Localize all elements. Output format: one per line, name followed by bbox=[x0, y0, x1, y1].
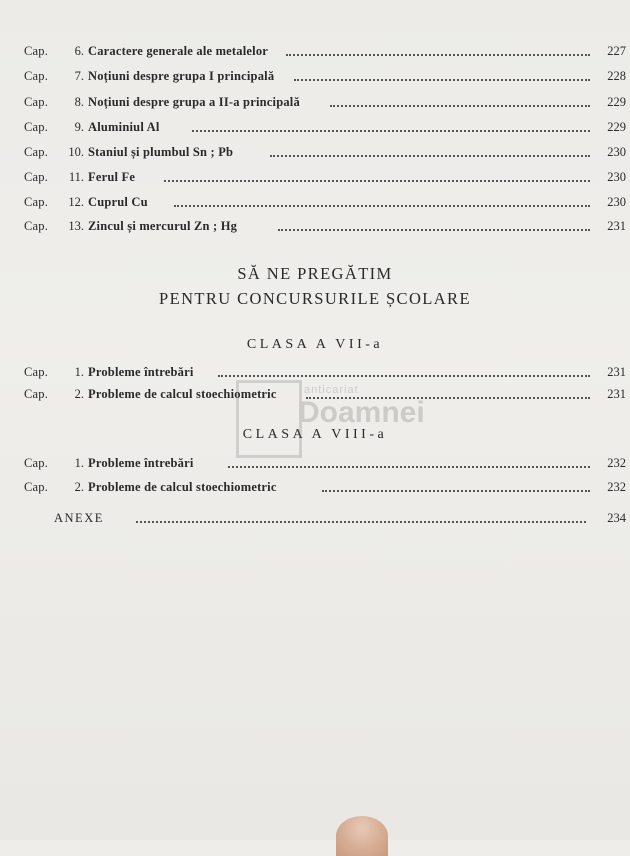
chapter-title: Zincul și mercurul Zn ; Hg bbox=[88, 219, 238, 233]
dot-leader bbox=[228, 466, 590, 468]
cap-label: Cap. bbox=[24, 120, 49, 134]
chapter-number: 13. bbox=[68, 219, 84, 233]
class-7-heading: CLASA A VII-a bbox=[246, 337, 384, 352]
watermark-small-text: anticariat bbox=[304, 384, 359, 396]
chapter-title: Probleme întrebări bbox=[88, 456, 194, 470]
chapter-number: 2. bbox=[74, 480, 84, 494]
class-8-heading: CLASA A VIII-a bbox=[242, 427, 388, 442]
section-heading-line1: SĂ NE PREGĂTIM bbox=[237, 264, 393, 283]
cap-label: Cap. bbox=[24, 365, 49, 379]
cap-label: Cap. bbox=[24, 387, 49, 401]
page-number: 229 bbox=[607, 95, 626, 109]
dot-leader bbox=[294, 79, 590, 81]
page-number: 234 bbox=[607, 511, 626, 525]
chapter-title: Staniul și plumbul Sn ; Pb bbox=[88, 145, 234, 159]
toc-entry[interactable] bbox=[24, 477, 626, 497]
cap-label: Cap. bbox=[24, 69, 49, 83]
toc-entry[interactable] bbox=[24, 167, 626, 187]
chapter-title: Probleme de calcul stoechiometric bbox=[88, 480, 277, 494]
dot-leader bbox=[136, 521, 586, 523]
chapter-title: Probleme întrebări bbox=[88, 365, 194, 379]
cap-label: Cap. bbox=[24, 195, 49, 209]
chapter-number: 1. bbox=[74, 456, 84, 470]
dot-leader bbox=[270, 155, 590, 157]
cap-label: Cap. bbox=[24, 456, 49, 470]
dot-leader bbox=[286, 54, 590, 56]
page-number: 231 bbox=[607, 387, 626, 401]
watermark-big-text: Doamnei bbox=[298, 396, 425, 429]
toc-entry[interactable] bbox=[24, 453, 626, 473]
chapter-title: Probleme de calcul stoechiometric bbox=[88, 387, 277, 401]
chapter-number: 6. bbox=[74, 44, 84, 58]
chapter-title: Noțiuni despre grupa a II-a principală bbox=[88, 95, 300, 109]
chapter-title: Noțiuni despre grupa I principală bbox=[88, 69, 275, 83]
toc-entry-anexe[interactable] bbox=[54, 508, 626, 528]
dot-leader bbox=[330, 105, 590, 107]
cap-label: Cap. bbox=[24, 480, 49, 494]
section-heading-line2: PENTRU CONCURSURILE ȘCOLARE bbox=[159, 289, 471, 308]
dot-leader bbox=[164, 180, 590, 182]
finger-photo-edge bbox=[336, 816, 388, 856]
page-number: 231 bbox=[607, 365, 626, 379]
cap-label: Cap. bbox=[24, 145, 49, 159]
toc-entry[interactable] bbox=[24, 66, 626, 86]
anexe-title: ANEXE bbox=[54, 511, 104, 525]
toc-entry[interactable] bbox=[24, 41, 626, 61]
chapter-title: Ferul Fe bbox=[88, 170, 136, 184]
dot-leader bbox=[192, 130, 590, 132]
chapter-number: 7. bbox=[74, 69, 84, 83]
toc-entry[interactable] bbox=[24, 92, 626, 112]
toc-entry[interactable] bbox=[24, 216, 626, 236]
toc-entry[interactable] bbox=[24, 142, 626, 162]
chapter-number: 12. bbox=[68, 195, 84, 209]
chapter-number: 9. bbox=[74, 120, 84, 134]
toc-entry[interactable] bbox=[24, 384, 626, 404]
page-number: 227 bbox=[607, 44, 626, 58]
cap-label: Cap. bbox=[24, 44, 49, 58]
chapter-number: 8. bbox=[74, 95, 84, 109]
toc-entry[interactable] bbox=[24, 117, 626, 137]
chapter-number: 11. bbox=[68, 170, 84, 184]
cap-label: Cap. bbox=[24, 95, 49, 109]
page-number: 230 bbox=[607, 145, 626, 159]
toc-entry[interactable] bbox=[24, 362, 626, 382]
chapter-title: Aluminiul Al bbox=[88, 120, 160, 134]
dot-leader bbox=[306, 397, 590, 399]
page-number: 231 bbox=[607, 219, 626, 233]
dot-leader bbox=[174, 205, 590, 207]
chapter-number: 10. bbox=[68, 145, 84, 159]
page-number: 229 bbox=[607, 120, 626, 134]
dot-leader bbox=[218, 375, 590, 377]
dot-leader bbox=[322, 490, 590, 492]
chapter-title: Caractere generale ale metalelor bbox=[88, 44, 269, 58]
page-number: 228 bbox=[607, 69, 626, 83]
cap-label: Cap. bbox=[24, 170, 49, 184]
page-number: 232 bbox=[607, 456, 626, 470]
chapter-number: 2. bbox=[74, 387, 84, 401]
chapter-number: 1. bbox=[74, 365, 84, 379]
page-number: 230 bbox=[607, 195, 626, 209]
toc-entry[interactable] bbox=[24, 192, 626, 212]
chapter-title: Cuprul Cu bbox=[88, 195, 148, 209]
page-number: 232 bbox=[607, 480, 626, 494]
page-number: 230 bbox=[607, 170, 626, 184]
dot-leader bbox=[278, 229, 590, 231]
cap-label: Cap. bbox=[24, 219, 49, 233]
